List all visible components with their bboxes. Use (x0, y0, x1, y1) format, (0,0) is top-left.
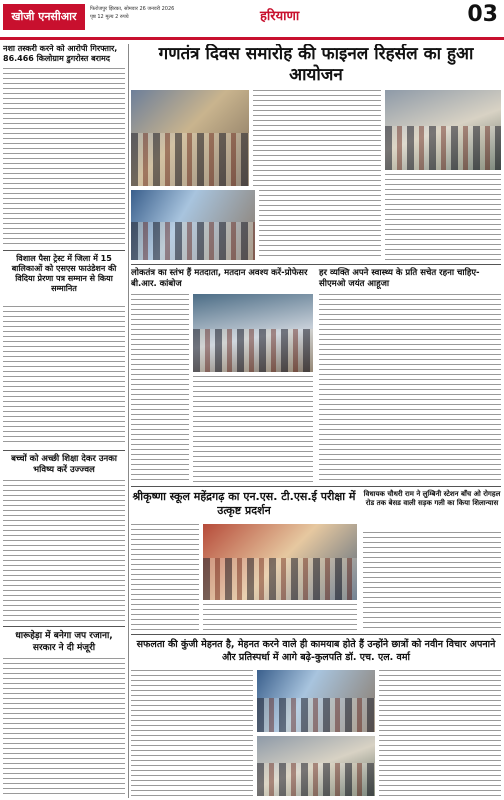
page-number: 03 (467, 2, 498, 27)
divider (131, 486, 501, 487)
divider (3, 250, 125, 251)
university-photo-2 (257, 736, 375, 796)
voters-event-photo (193, 294, 313, 372)
story-education-body (3, 480, 125, 622)
story-drug-arrest-body (3, 68, 125, 246)
main-story-body-cont (259, 190, 381, 260)
school-story-body-cont (203, 604, 357, 630)
voters-story-body-cont (193, 376, 313, 482)
health-story-body-top (385, 174, 501, 262)
left-column (3, 44, 125, 798)
story-dharuhera-body (3, 658, 125, 796)
mla-headline: विधायक चौधरी राम ने लुम्बिनी स्टेशन बाँच ओ रोगहल रोड तक बेसड वाली सड़क गली का किया शिलान्यास (363, 490, 501, 507)
story-girls-honour-body (3, 306, 125, 446)
health-story-body (319, 294, 501, 482)
story-drug-arrest-headline: नशा तस्करी करने को आरोपी गिरफ्तार, 86.466 किलोग्राम डुगरोस्त बरामद (3, 44, 118, 63)
story-education-headline: बच्चों को अच्छी शिक्षा देकर उनका भविष्य करें उज्ज्वल (11, 454, 117, 475)
bottom-headline: सफलता की कुंजी मेहनत है, मेहनत करने वाले ही कामयाब होते हैं उन्होंने छात्रों को नवीन विचार अपनाने और प्रतिस्पर्धा में आगे बढ़े-कुलपति डॉ. एच. एल. वर्मा (136, 639, 496, 663)
story-dharuhera-headline: धारूहेड़ा में बनेगा जप रजाना, सरकार ने दी मंजूरी (15, 631, 113, 653)
divider (131, 264, 501, 265)
divider (3, 450, 125, 451)
voters-story-body (131, 294, 189, 482)
column-divider (128, 44, 129, 798)
main-headline: गणतंत्र दिवस समारोह की फाइनल रिहर्सल का हुआ आयोजन (158, 44, 474, 85)
ceremony-photo (385, 90, 501, 170)
officials-photo (131, 190, 255, 260)
bottom-story-body (131, 670, 253, 796)
school-headline: श्रीकृष्णा स्कूल महेंद्रगढ़ का एन.एस. टी.एस.ई परीक्षा में उत्कृष्ट प्रदर्शन (132, 490, 356, 517)
school-students-photo (203, 524, 357, 600)
mla-story-body (363, 532, 501, 630)
health-headline: हर व्यक्ति अपने स्वास्थ्य के प्रति सचेत रहना चाहिए-सीएमओ जयंत आहूजा (319, 268, 480, 289)
parade-photo (131, 90, 249, 186)
voters-headline: लोकतंत्र का स्तंभ हैं मतदाता, मतदान अवश्य करें-प्रोफेसर बी.आर. कांबोज (131, 268, 308, 289)
newspaper-logo: खोजी एनसीआर (3, 4, 85, 30)
section-title: हरियाणा (260, 9, 300, 24)
divider (3, 626, 125, 627)
issue-meta: फिरोजपुर झिरका, सोमवार 26 जनवरी 2026 पृष्ठ 12 मूल्य 2 रुपये (90, 6, 175, 20)
main-story-body (253, 90, 381, 186)
masthead (0, 0, 504, 40)
main-area (131, 44, 501, 798)
story-girls-honour-headline: विशाल पैसा ट्रेस्ट में जिला में 15 बालिकाओं को एसएस फाउंडेशन की विदिया प्रेरणा पत्र सम्मान से किया सम्मानित (11, 254, 117, 293)
bottom-story-body-cont (379, 670, 501, 796)
divider (131, 634, 501, 635)
school-story-body (131, 524, 199, 630)
university-photo-1 (257, 670, 375, 732)
